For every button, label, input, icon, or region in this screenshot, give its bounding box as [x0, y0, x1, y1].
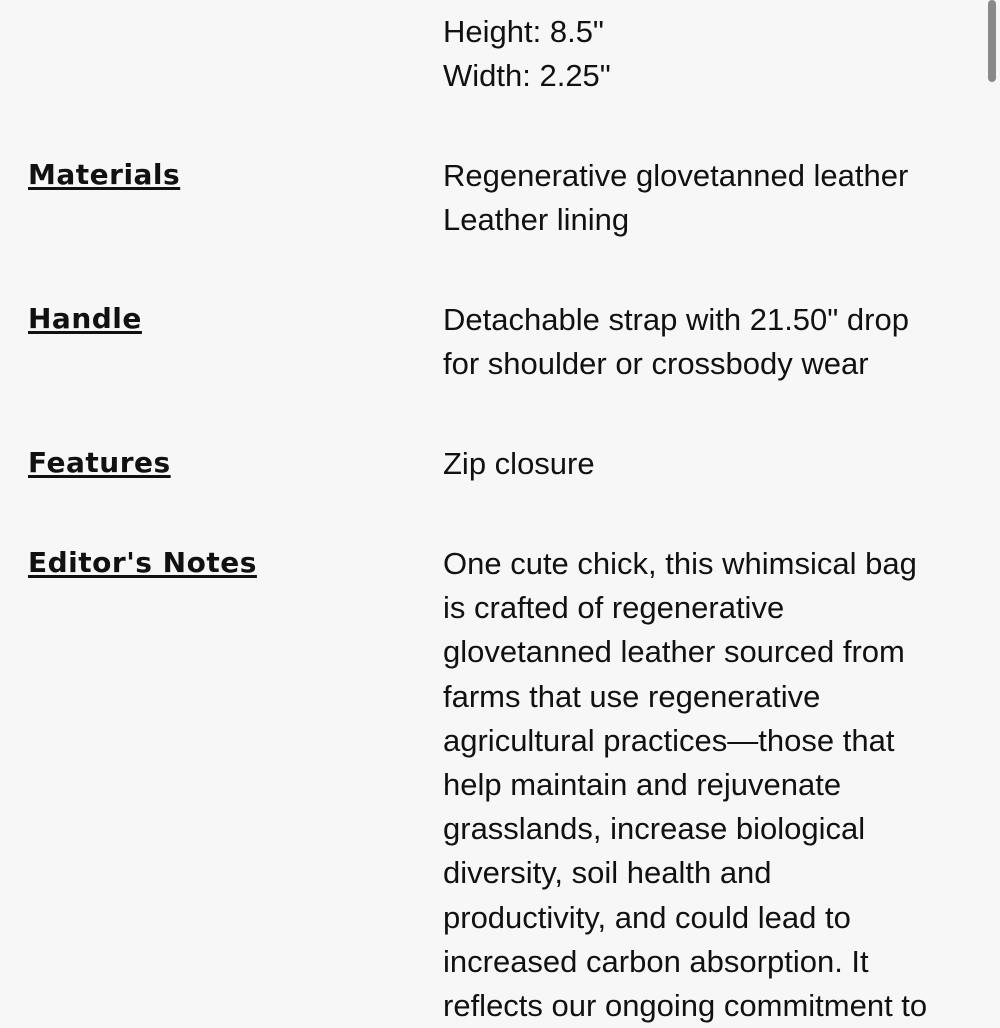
scrollbar[interactable] [986, 0, 1000, 1000]
materials-line: Leather lining [443, 202, 630, 238]
editors-notes-line: glovetanned leather sourced from [443, 634, 905, 670]
editors-notes-value [443, 542, 973, 1028]
features-line: Zip closure [443, 446, 595, 481]
editors-notes-line: reflects our ongoing commitment to [443, 988, 928, 1024]
dimensions-height: Height: 8.5" [443, 14, 604, 49]
features-label[interactable]: Features [28, 446, 171, 479]
editors-notes-line: One cute chick, this whimsical bag [443, 546, 917, 581]
dimensions-width: Width: 2.25" [443, 58, 611, 94]
editors-notes-line: agricultural practices—those that [443, 722, 895, 758]
handle-value [443, 298, 973, 386]
handle-line: for shoulder or crossbody wear [443, 346, 869, 382]
scrollbar-thumb[interactable] [988, 0, 996, 82]
editors-notes-label[interactable]: Editor's Notes [28, 546, 257, 579]
editors-notes-line: farms that use regenerative [443, 678, 821, 714]
materials-line: Regenerative glovetanned leather [443, 158, 909, 193]
materials-label[interactable]: Materials [28, 158, 181, 191]
editors-notes-line: productivity, and could lead to [443, 899, 851, 935]
editors-notes-line: is crafted of regenerative [443, 590, 785, 626]
editors-notes-line: diversity, soil health and [443, 855, 772, 891]
handle-label[interactable]: Handle [28, 302, 142, 335]
features-value [443, 442, 973, 486]
dimensions-value [443, 10, 973, 98]
editors-notes-line: increased carbon absorption. It [443, 943, 869, 979]
editors-notes-line: grasslands, increase biological [443, 811, 866, 847]
editors-notes-line: help maintain and rejuvenate [443, 767, 842, 803]
handle-line: Detachable strap with 21.50" drop [443, 302, 909, 337]
materials-value [443, 154, 973, 242]
